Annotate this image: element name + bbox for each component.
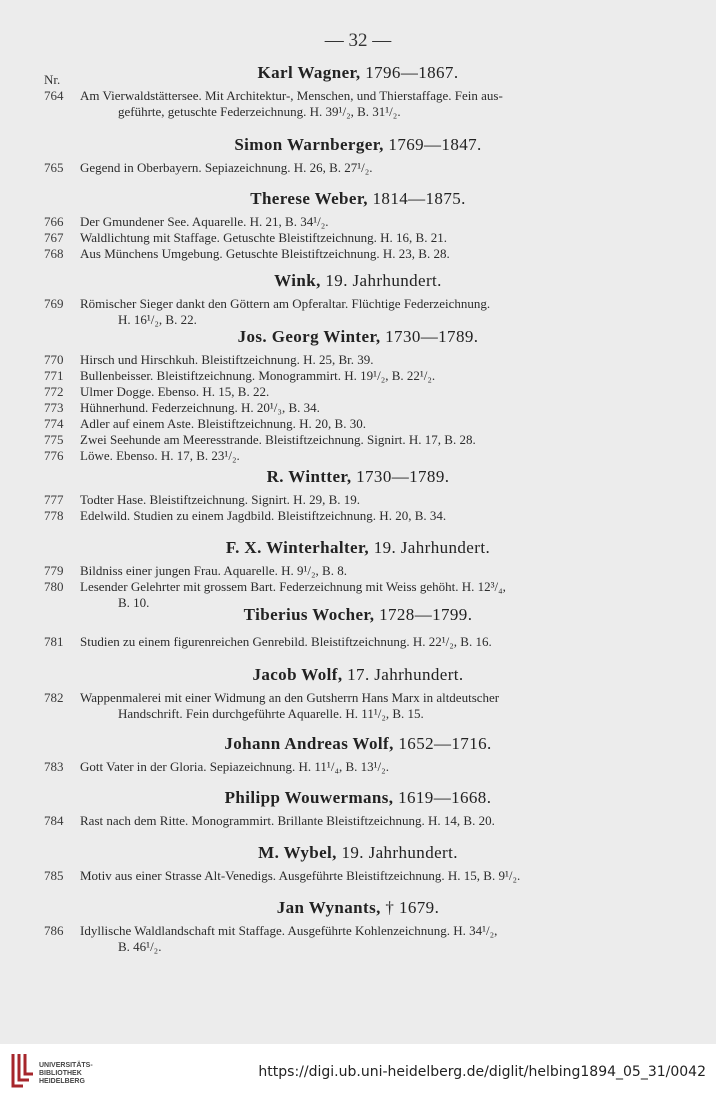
entry-line: Löwe. Ebenso. H. 17, B. 23¹/₂. <box>80 448 240 463</box>
artist-dates: 1652—1716. <box>398 734 492 753</box>
entry-text <box>80 448 666 464</box>
catalog-entry <box>0 759 716 775</box>
artist-heading <box>0 664 716 686</box>
artist-section <box>0 326 716 464</box>
entry-line: Lesender Gelehrter mit grossem Bart. Federzeichnung mit Weiss gehöht. H. 12³/₄, <box>80 579 506 594</box>
artist-heading <box>0 787 716 809</box>
entry-text <box>80 352 666 368</box>
artist-dates: 19. Jahrhundert. <box>373 538 491 557</box>
artist-heading <box>0 897 716 919</box>
entry-number: 774 <box>44 416 64 431</box>
entry-number: 764 <box>44 88 64 103</box>
catalog-entry <box>0 352 716 368</box>
entry-line: Wappenmalerei mit einer Widmung an den Gutsherrn Hans Marx in altdeutscher <box>80 690 500 705</box>
artist-dates: 1728—1799. <box>379 605 473 624</box>
entry-line: Ulmer Dogge. Ebenso. H. 15, B. 22. <box>80 384 270 399</box>
entry-line-continued: geführte, getuschte Federzeichnung. H. 39¹/₂, B. 31¹/₂. <box>118 104 401 119</box>
entry-line: Bildniss einer jungen Frau. Aquarelle. H. 9¹/₂, B. 8. <box>80 563 347 578</box>
entry-line: Adler auf einem Aste. Bleistiftzeichnung. H. 20, B. 30. <box>80 416 366 431</box>
artist-dates: 19. Jahrhundert. <box>341 843 458 862</box>
entry-line: Zwei Seehunde am Meeresstrande. Bleistiftzeichnung. Signirt. H. 17, B. 28. <box>80 432 476 447</box>
entry-text <box>80 88 666 120</box>
catalog-entry <box>0 368 716 384</box>
artist-heading <box>0 733 716 755</box>
artist-name: Jacob Wolf, <box>252 665 343 684</box>
entry-text <box>80 634 666 650</box>
entry-line-continued: H. 16¹/₂, B. 22. <box>118 312 197 327</box>
artist-section <box>0 466 716 524</box>
catalog-entry <box>0 160 716 176</box>
artist-name: Jos. Georg Winter, <box>237 327 381 346</box>
catalog-entry <box>0 448 716 464</box>
entry-text <box>80 923 666 955</box>
entry-line: Der Gmundener See. Aquarelle. H. 21, B. 34¹/₂. <box>80 214 329 229</box>
catalog-entry <box>0 563 716 579</box>
artist-section <box>0 188 716 262</box>
entry-number: 777 <box>44 492 64 507</box>
entry-line-continued: B. 46¹/₂. <box>118 939 162 954</box>
entry-number: 765 <box>44 160 64 175</box>
entry-text <box>80 508 666 524</box>
digital-copy-url-link[interactable]: https://digi.ub.uni-heidelberg.de/diglit/helbing1894_05_31/0042 <box>258 1064 706 1080</box>
entry-text <box>80 868 666 884</box>
column-label-nr: Nr. <box>44 72 61 87</box>
entry-line: Hirsch und Hirschkuh. Bleistiftzeichnung. H. 25, Br. 39. <box>80 352 374 367</box>
entry-number: 778 <box>44 508 64 523</box>
entry-number: 786 <box>44 923 64 938</box>
artist-section <box>0 664 716 722</box>
artist-heading <box>0 134 716 156</box>
entry-text <box>80 759 666 775</box>
entry-text <box>80 492 666 508</box>
entry-line-continued: Handschrift. Fein durchgeführte Aquarelle. H. 11¹/₂, B. 15. <box>118 706 424 721</box>
artist-section <box>0 62 716 120</box>
artist-name: Tiberius Wocher, <box>243 605 375 624</box>
logo-text-line: BIBLIOTHEK <box>39 1070 82 1077</box>
entry-line: Edelwild. Studien zu einem Jagdbild. Bleistiftzeichnung. H. 20, B. 34. <box>80 508 447 523</box>
entry-number: 771 <box>44 368 64 383</box>
artist-section <box>0 604 716 650</box>
entry-number: 772 <box>44 384 64 399</box>
entry-line: Waldlichtung mit Staffage. Getuschte Bleistiftzeichnung. H. 16, B. 21. <box>80 230 447 245</box>
catalog-entry <box>0 923 716 955</box>
artist-section <box>0 537 716 611</box>
catalog-entry <box>0 508 716 524</box>
catalog-entry <box>0 296 716 328</box>
logo-text-line: UNIVERSITÄTS- <box>39 1062 93 1069</box>
entry-number: 775 <box>44 432 64 447</box>
artist-dates: 1730—1789. <box>385 327 479 346</box>
entry-text <box>80 384 666 400</box>
entry-number: 780 <box>44 579 64 594</box>
catalog-entry <box>0 416 716 432</box>
artist-dates: 1814—1875. <box>372 189 466 208</box>
artist-name: Karl Wagner, <box>257 63 361 82</box>
entry-text <box>80 230 666 246</box>
artist-section <box>0 270 716 328</box>
entry-number: 770 <box>44 352 64 367</box>
catalog-entry <box>0 492 716 508</box>
entry-text <box>80 563 666 579</box>
entry-line: Aus Münchens Umgebung. Getuschte Bleistiftzeichnung. H. 23, B. 28. <box>80 246 450 261</box>
entry-number: 773 <box>44 400 64 415</box>
artist-dates: 1730—1789. <box>356 467 450 486</box>
catalog-entry <box>0 214 716 230</box>
entry-number: 781 <box>44 634 64 649</box>
artist-section <box>0 897 716 955</box>
catalog-entry <box>0 88 716 120</box>
entry-text <box>80 160 666 176</box>
entry-number: 784 <box>44 813 64 828</box>
entry-line: Studien zu einem figurenreichen Genrebild. Bleistiftzeichnung. H. 22¹/₂, B. 16. <box>80 634 492 649</box>
artist-name: Johann Andreas Wolf, <box>224 734 394 753</box>
entry-number: 766 <box>44 214 64 229</box>
artist-heading <box>0 270 716 292</box>
artist-heading <box>0 326 716 348</box>
entry-text <box>80 432 666 448</box>
artist-heading <box>0 604 716 626</box>
artist-name: M. Wybel, <box>258 843 337 862</box>
catalog-entry <box>0 868 716 884</box>
catalog-entry <box>0 246 716 262</box>
artist-heading <box>0 537 716 559</box>
entry-number: 779 <box>44 563 64 578</box>
page-number: — 32 — <box>324 30 392 51</box>
catalog-entry <box>0 690 716 722</box>
artist-section <box>0 842 716 884</box>
entry-line: Gott Vater in der Gloria. Sepiazeichnung. H. 11¹/₄, B. 13¹/₂. <box>80 759 389 774</box>
artist-name: Wink, <box>274 271 321 290</box>
artist-name: Philipp Wouwermans, <box>224 788 394 807</box>
entry-line: Rast nach dem Ritte. Monogrammirt. Brillante Bleistiftzeichnung. H. 14, B. 20. <box>80 813 495 828</box>
artist-name: Jan Wynants, <box>276 898 381 917</box>
artist-dates: 1619—1668. <box>398 788 492 807</box>
entry-number: 768 <box>44 246 64 261</box>
entry-text <box>80 400 666 416</box>
entry-text <box>80 246 666 262</box>
artist-heading <box>0 188 716 210</box>
entry-line: Todter Hase. Bleistiftzeichnung. Signirt. H. 29, B. 19. <box>80 492 360 507</box>
entry-line: Idyllische Waldlandschaft mit Staffage. Ausgeführte Kohlenzeichnung. H. 34¹/₂, <box>80 923 498 938</box>
entry-number: 776 <box>44 448 64 463</box>
artist-dates: † 1679. <box>385 898 440 917</box>
artist-dates: 1796—1867. <box>365 63 459 82</box>
artist-heading <box>0 62 716 84</box>
artist-section <box>0 733 716 775</box>
catalog-entry <box>0 813 716 829</box>
artist-dates: 19. Jahrhundert. <box>325 271 442 290</box>
artist-heading <box>0 842 716 864</box>
artist-name: Simon Warnberger, <box>234 135 384 154</box>
artist-dates: 1769—1847. <box>388 135 482 154</box>
entry-text <box>80 416 666 432</box>
artist-section <box>0 134 716 176</box>
entry-number: 783 <box>44 759 64 774</box>
entry-number: 782 <box>44 690 64 705</box>
entry-line: Motiv aus einer Strasse Alt-Venedigs. Ausgeführte Bleistiftzeichnung. H. 15, B. 9¹/₂. <box>80 868 521 883</box>
library-footer <box>0 1044 716 1107</box>
entry-number: 767 <box>44 230 64 245</box>
entry-text <box>80 368 666 384</box>
entry-text <box>80 296 666 328</box>
entry-line: Römischer Sieger dankt den Göttern am Opferaltar. Flüchtige Federzeichnung. <box>80 296 491 311</box>
catalog-entry <box>0 384 716 400</box>
artist-name: Therese Weber, <box>250 189 368 208</box>
entry-text <box>80 690 666 722</box>
artist-name: F. X. Winterhalter, <box>225 538 370 557</box>
artist-heading <box>0 466 716 488</box>
logo-text-line: HEIDELBERG <box>39 1078 85 1085</box>
entry-line: Am Vierwaldstättersee. Mit Architektur-, Menschen, und Thierstaffage. Fein aus- <box>80 88 503 103</box>
entry-line-continued: B. 10. <box>118 595 150 610</box>
catalog-entry <box>0 634 716 650</box>
entry-text <box>80 813 666 829</box>
artist-dates: 17. Jahrhundert. <box>347 665 464 684</box>
entry-line: Hühnerhund. Federzeichnung. H. 20¹/₃, B. 34. <box>80 400 320 415</box>
entry-number: 785 <box>44 868 64 883</box>
catalog-entry <box>0 230 716 246</box>
catalog-entry <box>0 400 716 416</box>
entry-text <box>80 214 666 230</box>
entry-line: Gegend in Oberbayern. Sepiazeichnung. H. 26, B. 27¹/₂. <box>80 160 373 175</box>
catalog-entry <box>0 432 716 448</box>
entry-line: Bullenbeisser. Bleistiftzeichnung. Monogrammirt. H. 19¹/₂, B. 22¹/₂. <box>80 368 436 383</box>
artist-section <box>0 787 716 829</box>
university-library-logo-icon <box>9 1052 35 1088</box>
entry-number: 769 <box>44 296 64 311</box>
artist-name: R. Wintter, <box>266 467 352 486</box>
library-logo-text <box>39 1062 93 1086</box>
